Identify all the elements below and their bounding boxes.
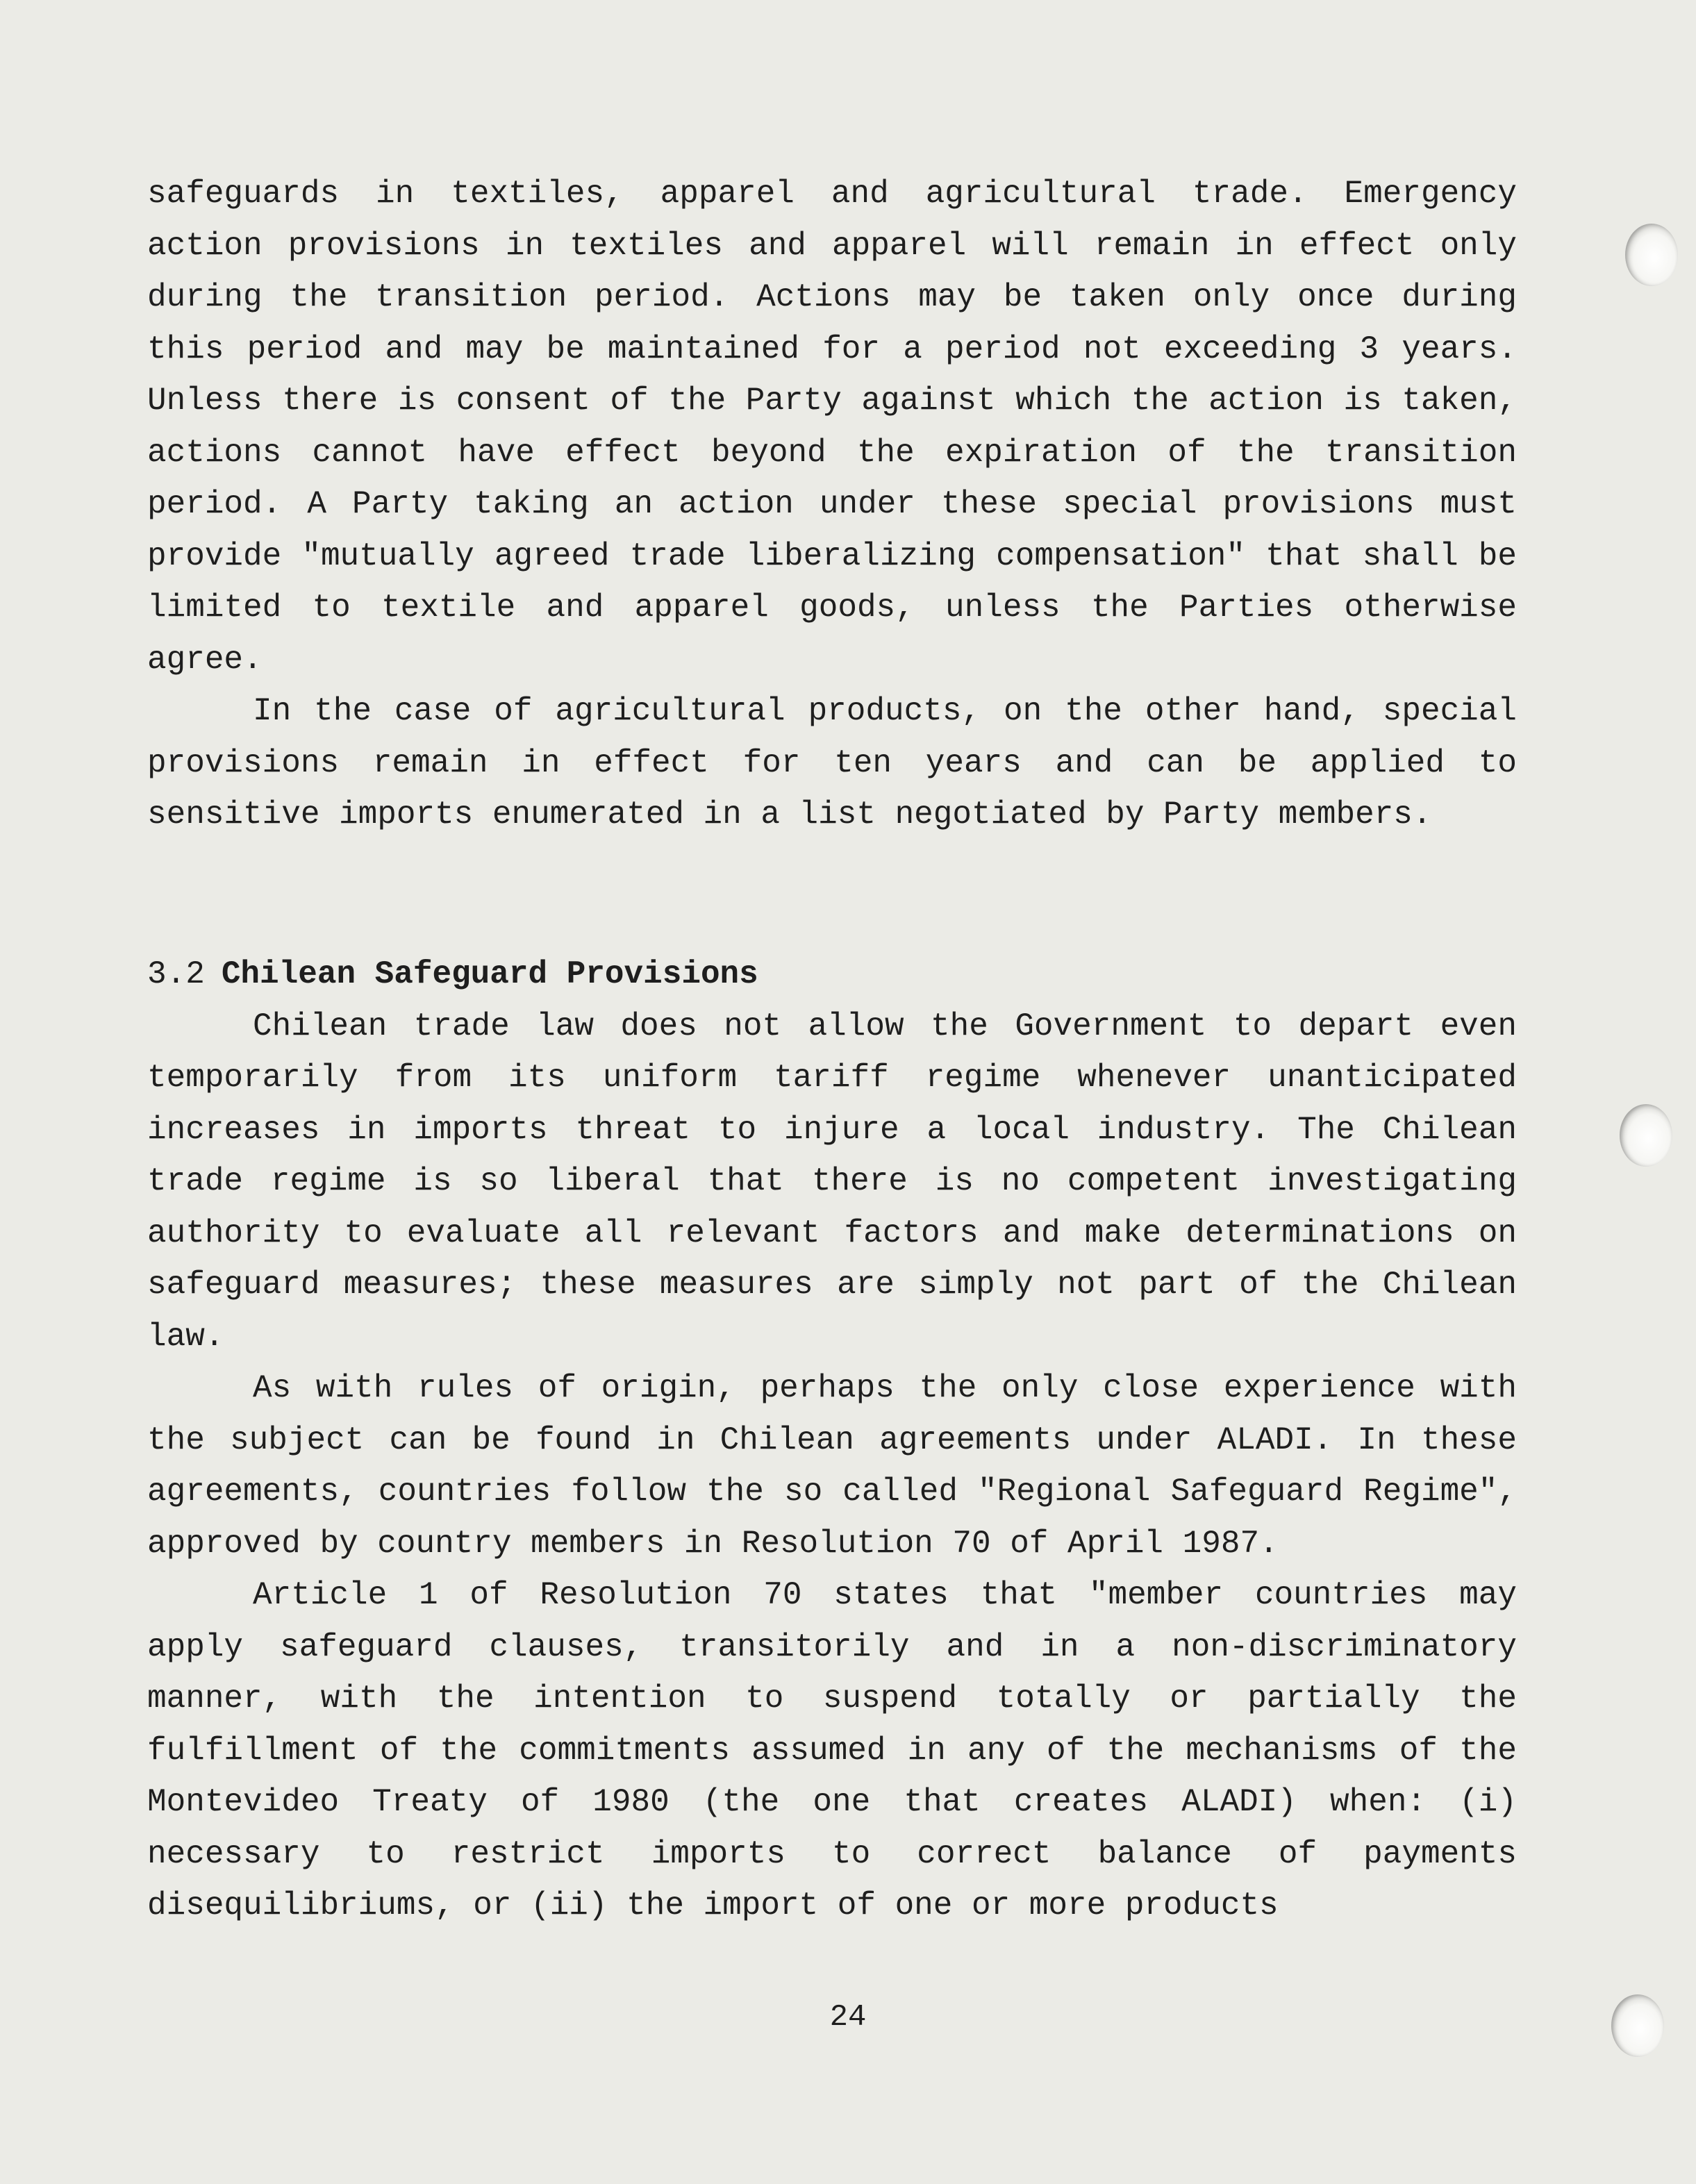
section-paragraph-1: Chilean trade law does not allow the Government to depart even temporarily from its uniform tariff regime whenever unanticipated increases in imports threat to injure a local industry. The Chilean trade regime is so liberal that there is no competent investigating authority to evaluate all relevant factors and make determinations on safeguard measures; these measures are simply not part of the Chilean law. [147, 1008, 1517, 1355]
page-number: 24 [829, 2000, 867, 2035]
section-heading [147, 949, 1517, 1001]
section-3-2 [147, 949, 1517, 1932]
punch-hole-middle [1620, 1104, 1672, 1167]
intro-paragraph: safeguards in textiles, apparel and agricultural trade. Emergency action provisions in textiles and apparel will remain in effect only during the transition period. Actions may be taken only once during this period and may be maintained for a period not exceeding 3 years. Unless there is consent of the Party against which the action is taken, actions cannot have effect beyond the expiration of the transition period. A Party taking an action under these special provisions must provide "mutually agreed trade liberalizing compensation" that shall be limited to textile and apparel goods, unless the Parties otherwise agree. [147, 176, 1517, 678]
opening-text-block [147, 168, 1517, 841]
punch-hole-bottom [1611, 1994, 1664, 2057]
section-title: Chilean Safeguard Provisions [221, 956, 758, 992]
section-paragraph-3: Article 1 of Resolution 70 states that "member countries may apply safeguard clauses, transitorily and in a non-discriminatory manner, with the intention to suspend totally or partially the fulfillment of the commitments assumed in any of the mechanisms of the Montevideo Treaty of 1980 (the one that creates ALADI) when: (i) necessary to restrict imports to correct balance of payments disequilibriums, or (ii) the import of one or more products [147, 1577, 1517, 1924]
section-paragraph-2: As with rules of origin, perhaps the only close experience with the subject can be found in Chilean agreements under ALADI. In these agreements, countries follow the so called "Regional Safeguard Regime", approved by country members in Resolution 70 of April 1987. [147, 1370, 1517, 1562]
punch-hole-top [1625, 224, 1678, 286]
agricultural-paragraph: In the case of agricultural products, on the other hand, special provisions remain in effect for ten years and can be applied to sensitive imports enumerated in a list negotiated by Party members. [147, 693, 1517, 833]
section-number: 3.2 [147, 956, 205, 992]
